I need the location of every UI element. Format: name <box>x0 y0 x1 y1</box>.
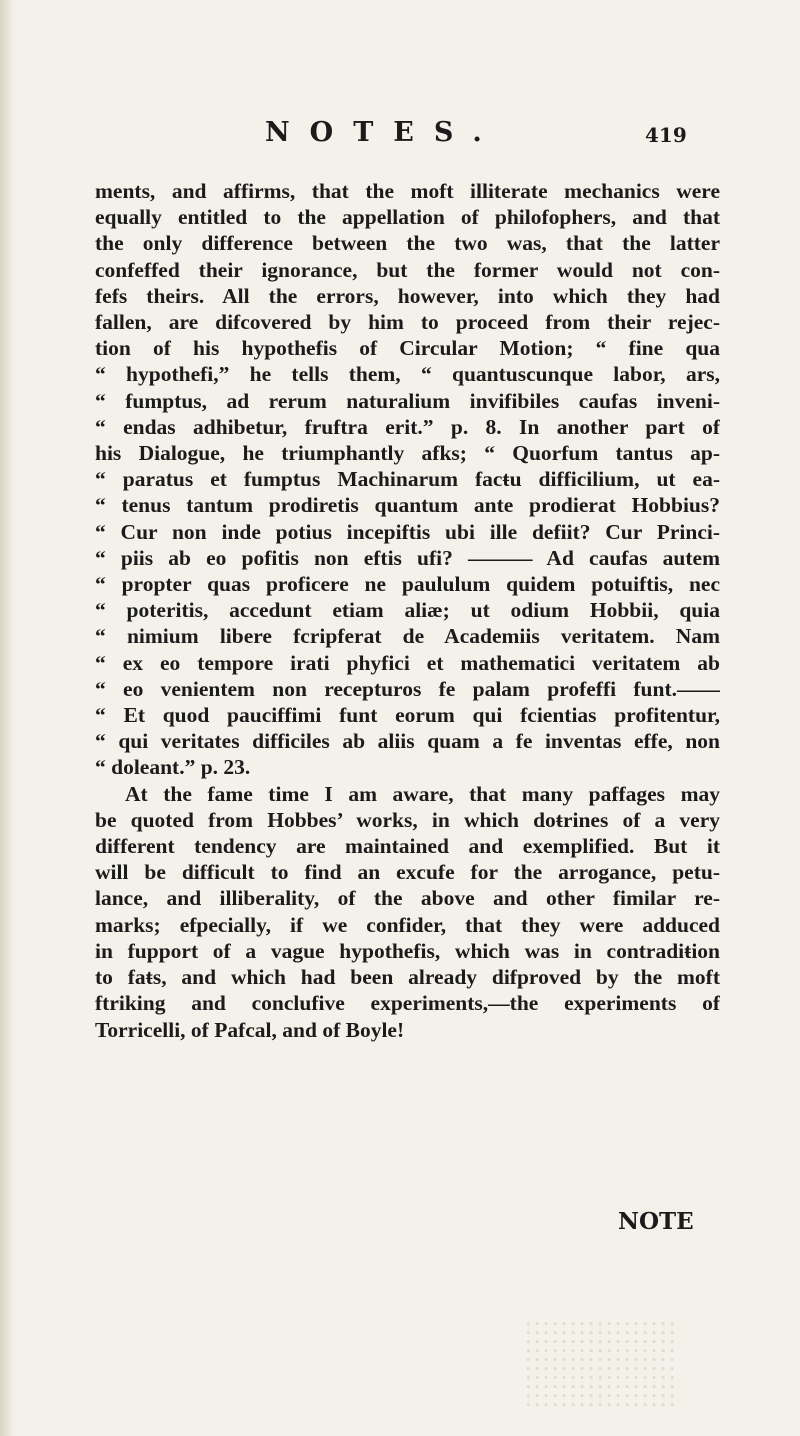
text-line: fefs theirs. All the errors, however, into which they had <box>95 283 720 308</box>
text-line: different tendency are maintained and exemplified. But it <box>95 834 720 859</box>
text-line: “ piis ab eo pofitis non eftis ufi? ——— Ad caufas autem <box>95 545 720 570</box>
text-line: “ poteritis, accedunt etiam aliæ; ut odium Hobbii, quia <box>95 598 720 623</box>
text-line: fallen, are difcovered by him to proceed from their rejec- <box>95 310 720 335</box>
text-line: “ Cur non inde potius incepiftis ubi ille defiit? Cur Princi- <box>95 519 720 544</box>
page-number: 419 <box>645 123 687 147</box>
text-line: “ paratus et fumptus Machinarum facŧu difficilium, ut ea- <box>95 467 720 492</box>
text-line: “ doleant.” p. 23. <box>95 755 251 780</box>
page-footer <box>618 1208 738 1244</box>
text-line: “ eo venientem non recepturos fe palam profeffi funt.—— <box>95 676 720 701</box>
running-head: NOTES. <box>265 117 502 148</box>
text-line: lance, and illiberality, of the above and other fimilar re- <box>95 886 720 911</box>
paper-stain <box>525 1320 675 1410</box>
notes-text-block <box>95 178 720 1043</box>
text-line: marks; efpecially, if we confider, that they were adduced <box>95 912 720 937</box>
text-line: will be difficult to find an excufe for the arrogance, petu- <box>95 860 720 885</box>
text-line: “ propter quas proficere ne paululum quidem potuiftis, nec <box>95 572 720 597</box>
text-line: “ fumptus, ad rerum naturalium invifibiles caufas inveni- <box>95 388 720 413</box>
text-line: “ ex eo tempore irati phyfici et mathematici veritatem ab <box>95 650 720 675</box>
page-header <box>0 118 800 150</box>
page-edge-shadow <box>0 0 14 1436</box>
text-line: “ Et quod pauciffimi funt eorum qui fcientias profitentur, <box>95 703 720 728</box>
text-line: “ hypothefi,” he tells them, “ quantuscunque labor, ars, <box>95 362 720 387</box>
text-line: in fupport of a vague hypothefis, which was in contradiŧion <box>95 938 720 963</box>
text-line: “ endas adhibetur, fruftra erit.” p. 8. In another part of <box>95 414 720 439</box>
text-line: the only difference between the two was, that the latter <box>95 231 720 256</box>
text-line: tion of his hypothefis of Circular Motion; “ fine qua <box>95 336 720 361</box>
text-line: be quoted from Hobbes’ works, in which doŧrines of a very <box>95 807 720 832</box>
text-line: to faŧs, and which had been already difproved by the moft <box>95 965 720 990</box>
text-line: Torricelli, of Pafcal, and of Boyle! <box>95 1017 405 1042</box>
text-line: “ tenus tantum prodiretis quantum ante prodierat Hobbius? <box>95 493 720 518</box>
text-line: confeffed their ignorance, but the former would not con- <box>95 257 720 282</box>
text-line: ftriking and conclufive experiments,—the experiments of <box>95 991 720 1016</box>
text-line: “ qui veritates difficiles ab aliis quam a fe inventas effe, non <box>95 729 720 754</box>
text-line: “ nimium libere fcripferat de Academiis veritatem. Nam <box>95 624 720 649</box>
text-line: At the fame time I am aware, that many paffages may <box>125 781 720 806</box>
text-line: ments, and affirms, that the moft illiterate mechanics were <box>95 179 720 203</box>
text-line: his Dialogue, he triumphantly afks; “ Quorfum tantus ap- <box>95 441 720 466</box>
text-line: equally entitled to the appellation of philofophers, and that <box>95 205 720 230</box>
catchword: NOTE <box>618 1208 694 1235</box>
